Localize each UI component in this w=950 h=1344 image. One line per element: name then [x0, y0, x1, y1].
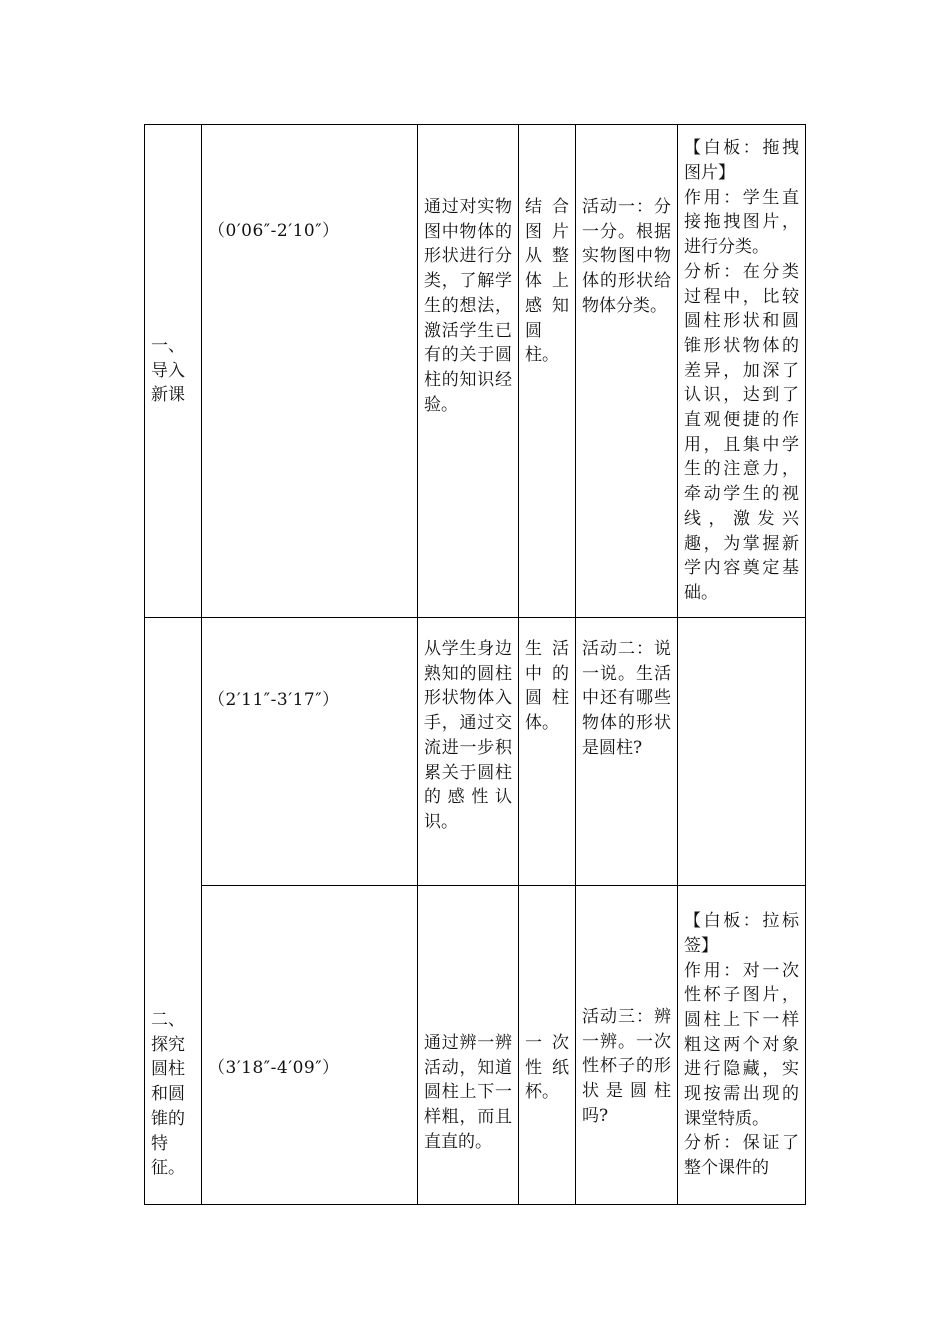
time-range-cell: （0′06″-2′10″）: [202, 125, 418, 618]
table-row: [145, 618, 806, 886]
whiteboard-function: 作用：学生直接拖拽图片，进行分类。: [684, 187, 799, 258]
table-row: [145, 125, 806, 618]
whiteboard-cell: [678, 125, 806, 618]
stage-cell: 二、探究圆柱和圆锥的特征。: [145, 618, 202, 1205]
whiteboard-analysis: 分析：在分类过程中，比较圆柱形状和圆锥形状物体的差异，加深了认识，达到了直观便捷的作用，且集中学生的注意力，牵动学生的视线，激发兴趣，为掌握新学内容奠定基础。: [684, 261, 799, 603]
design-intent-cell: 通过对实物图中物体的形状进行分类，了解学生的想法，激活学生已有的关于圆柱的知识经验。: [418, 125, 519, 618]
activity-cell: 活动三：辨一辨。一次性杯子的形状是圆柱吗?: [576, 886, 678, 1205]
table-row: [145, 886, 806, 1205]
whiteboard-title: 【白板：拖拽图片】: [684, 138, 799, 184]
activity-cell: 活动二：说一说。生活中还有哪些物体的形状是圆柱?: [576, 618, 678, 886]
material-cell: 结合图片从整体上感知圆柱。: [519, 125, 576, 618]
material-cell: 生活中的圆柱体。: [519, 618, 576, 886]
time-range-cell: （3′18″-4′09″）: [202, 886, 418, 1205]
whiteboard-analysis: 分析：保证了整个课件的: [684, 1133, 799, 1179]
whiteboard-title: 【白板：拉标签】: [684, 911, 799, 956]
stage-cell: 一、导入新课: [145, 125, 202, 618]
lesson-plan-table: [144, 124, 806, 1205]
material-cell: 一次性纸杯。: [519, 886, 576, 1205]
whiteboard-function: 作用：对一次性杯子图片，圆柱上下一样粗这两个对象进行隐藏，实现按需出现的课堂特质。: [684, 960, 799, 1129]
time-range-cell: （2′11″-3′17″）: [202, 618, 418, 886]
whiteboard-cell: [678, 618, 806, 886]
design-intent-cell: 从学生身边熟知的圆柱形状物体入手，通过交流进一步积累关于圆柱的感性认识。: [418, 618, 519, 886]
design-intent-cell: 通过辨一辨活动，知道圆柱上下一样粗，而且直直的。: [418, 886, 519, 1205]
whiteboard-cell: [678, 886, 806, 1205]
activity-cell: 活动一：分一分。根据实物图中物体的形状给物体分类。: [576, 125, 678, 618]
